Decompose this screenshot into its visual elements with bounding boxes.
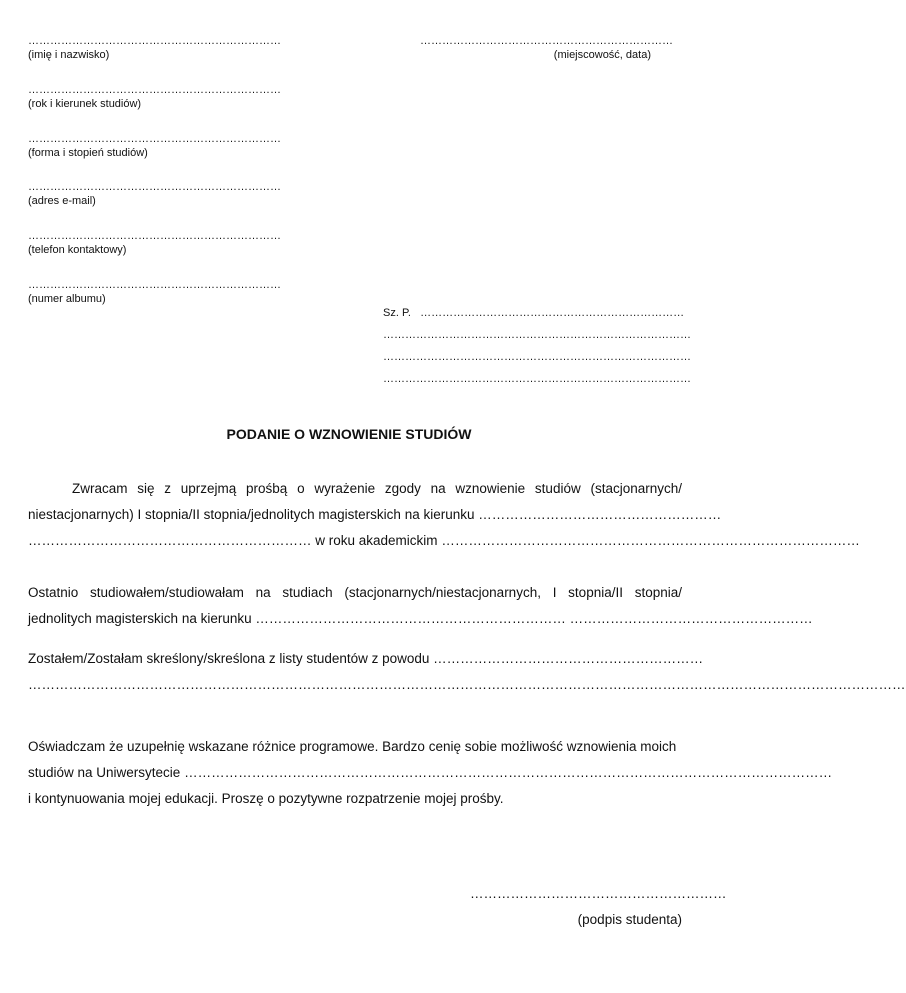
paragraph-request — [28, 476, 860, 554]
academic-year-dots: ………………………………………………………………………………… — [441, 533, 860, 548]
album-field — [28, 278, 281, 306]
year-label: (rok i kierunek studiów) — [28, 98, 142, 110]
request-line-3 — [28, 528, 860, 554]
removal-line-2: …………………………………………………………………………………………………………………………………………………………………………… — [28, 677, 906, 692]
place-date-label: (miejscowość, data) — [553, 49, 651, 61]
signature-dots: ………………………………………………… — [470, 886, 727, 901]
declaration-line-3: i kontynuowania mojej edukacji. Proszę o pozytywne rozpatrzenie mojej prośby. — [28, 791, 504, 806]
paragraph-previous-studies — [28, 580, 813, 632]
form-label: (forma i stopień studiów) — [28, 147, 148, 159]
addressee-dots-4: ………………………………………………………………………… — [383, 373, 691, 385]
request-line-1: Zwracam się z uprzejmą prośbą o wyrażenie zgody na wznowienie studiów (stacjonarnych/ — [72, 481, 682, 496]
phone-dots: …………………………………………………………… — [28, 230, 281, 242]
previous-line-2: jednolitych magisterskich na kierunku …………………………………………………………… ……………………………………………… — [28, 611, 813, 626]
email-field — [28, 180, 281, 208]
form-field — [28, 132, 281, 160]
year-dots: …………………………………………………………… — [28, 84, 281, 96]
phone-label: (telefon kontaktowy) — [28, 244, 127, 256]
request-line-2: niestacjonarnych) I stopnia/II stopnia/jednolitych magisterskich na kierunku ……………………………………………… — [28, 507, 722, 522]
email-label: (adres e-mail) — [28, 195, 96, 207]
addressee-line-1 — [383, 302, 685, 324]
paragraph-declaration — [28, 734, 833, 812]
album-label: (numer albumu) — [28, 293, 106, 305]
form-dots: …………………………………………………………… — [28, 133, 281, 145]
request-line-3-dots: ……………………………………………………… — [28, 533, 312, 548]
declaration-line-2: studiów na Uniwersytecie ……………………………………………………………………………………………………………………………… — [28, 765, 833, 780]
addressee-prefix: Sz. P. — [383, 307, 411, 319]
phone-field — [28, 229, 281, 257]
place-date-dots: …………………………………………………………… — [420, 35, 673, 47]
email-dots: …………………………………………………………… — [28, 181, 281, 193]
place-date-field — [420, 34, 673, 62]
year-field — [28, 83, 281, 111]
signature-block — [470, 884, 727, 932]
addressee-dots-1: ……………………………………………………………… — [420, 307, 685, 319]
album-dots: …………………………………………………………… — [28, 279, 281, 291]
name-field — [28, 34, 281, 62]
declaration-line-1: Oświadczam że uzupełnię wskazane różnice programowe. Bardzo cenię sobie możliwość wznowienia moich — [28, 739, 677, 754]
signature-label: (podpis studenta) — [577, 912, 682, 927]
removal-line-1: Zostałem/Zostałam skreślony/skreślona z listy studentów z powodu …………………………………………………… — [28, 651, 704, 666]
addressee-dots-2: ………………………………………………………………………… — [383, 329, 691, 341]
previous-line-1: Ostatnio studiowałem/studiowałam na studiach (stacjonarnych/niestacjonarnych, I stopnia/II stopnia/ — [28, 585, 682, 600]
document-title: PODANIE O WZNOWIENIE STUDIÓW — [226, 426, 472, 442]
addressee-dots-3: ………………………………………………………………………… — [383, 351, 691, 363]
name-label: (imię i nazwisko) — [28, 49, 110, 61]
academic-year-label: w roku akademickim — [315, 533, 438, 548]
paragraph-removal-reason — [28, 646, 906, 698]
name-dots: …………………………………………………………… — [28, 35, 281, 47]
addressee-block — [383, 302, 691, 390]
